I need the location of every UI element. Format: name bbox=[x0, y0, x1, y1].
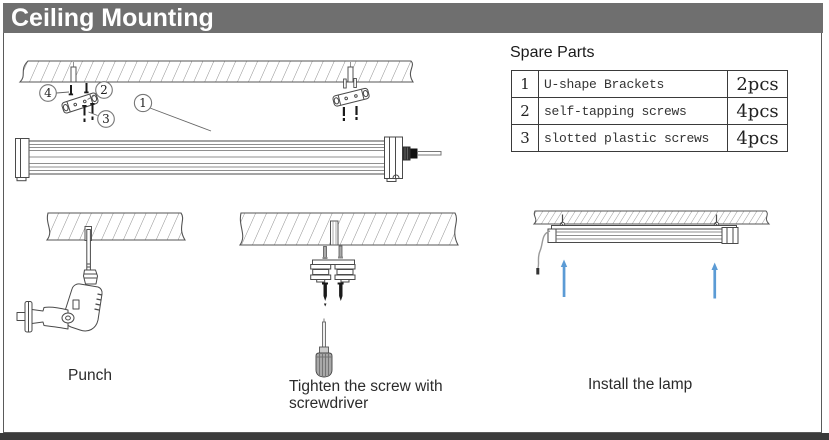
drill-chuck bbox=[84, 270, 98, 284]
spare-parts-table bbox=[511, 70, 788, 152]
page-title: Ceiling Mounting bbox=[11, 3, 214, 32]
plastic-anchor bbox=[348, 67, 353, 82]
wire-plug bbox=[536, 268, 539, 275]
part-name: U-shape Brackets bbox=[539, 71, 728, 98]
mount-rail bbox=[552, 226, 737, 230]
overview-right-bracket bbox=[332, 79, 369, 122]
table-row bbox=[512, 71, 788, 98]
up-arrow bbox=[712, 263, 718, 271]
bottom-bar bbox=[0, 433, 829, 440]
u-bracket-top bbox=[313, 260, 355, 265]
caption-install: Install the lamp bbox=[588, 376, 693, 393]
caption-punch: Punch bbox=[68, 367, 112, 384]
table-row bbox=[512, 98, 788, 125]
tapping-screw bbox=[324, 247, 327, 259]
black-screw bbox=[324, 283, 327, 296]
caption-tighten: Tighten the screw with screwdriver bbox=[289, 378, 443, 412]
callout-3: 3 bbox=[102, 112, 110, 127]
callout-1: 1 bbox=[139, 96, 147, 111]
part-number: 1 bbox=[512, 71, 539, 98]
black-screw bbox=[339, 283, 342, 296]
plastic-anchor bbox=[71, 67, 76, 82]
screwdriver-collar bbox=[320, 347, 329, 353]
part-qty: 2pcs bbox=[728, 71, 788, 98]
install-arrows bbox=[561, 260, 718, 299]
part-qty: 4pcs bbox=[728, 125, 788, 152]
drill-body bbox=[64, 284, 102, 331]
power-wire bbox=[418, 152, 442, 156]
tapping-screw bbox=[339, 246, 342, 258]
callout-2: 2 bbox=[100, 83, 108, 98]
install-ceiling bbox=[534, 211, 769, 224]
table-row bbox=[512, 125, 788, 152]
tighten-ceiling bbox=[240, 213, 458, 245]
part-qty: 4pcs bbox=[728, 98, 788, 125]
overview-lamp bbox=[16, 137, 442, 182]
part-name: slotted plastic screws bbox=[539, 125, 728, 152]
punch-ceiling bbox=[47, 213, 185, 241]
drill bbox=[17, 230, 102, 333]
up-arrow bbox=[561, 260, 567, 268]
part-number: 2 bbox=[512, 98, 539, 125]
screwdriver bbox=[316, 319, 332, 378]
callout-4: 4 bbox=[44, 86, 52, 101]
overview-left-bracket bbox=[61, 83, 99, 122]
cable-gland bbox=[403, 147, 411, 161]
tighten-bracket-assembly bbox=[311, 246, 355, 307]
part-number: 3 bbox=[512, 125, 539, 152]
part-name: self-tapping screws bbox=[539, 98, 728, 125]
plastic-anchor bbox=[331, 221, 339, 245]
spare-parts-heading: Spare Parts bbox=[510, 44, 595, 61]
screwdriver-shaft bbox=[323, 322, 326, 347]
